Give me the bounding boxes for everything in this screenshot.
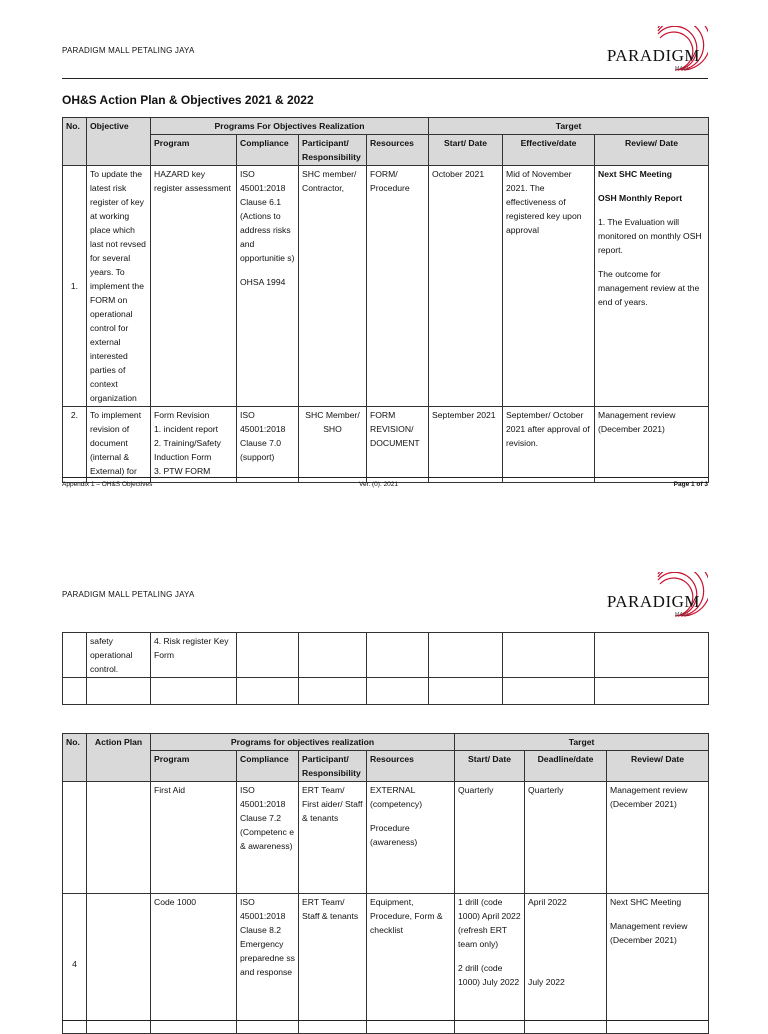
table-row xyxy=(63,782,709,894)
row-no: 2. xyxy=(63,407,87,483)
start-drill-1: 1 drill (code 1000) April 2022 (refresh ERT team only) xyxy=(458,897,521,949)
row-compliance: ISO 45001:2018 Clause 7.2 (Competenc e & awareness) xyxy=(237,782,299,894)
row-program: First Aid xyxy=(151,782,237,894)
row-no: 4 xyxy=(63,894,87,1034)
col-group-target: Target xyxy=(455,734,709,751)
logo-sub: MALL xyxy=(674,66,690,72)
col-group-target: Target xyxy=(429,118,709,135)
page-header xyxy=(62,30,708,80)
row-program: Code 1000 xyxy=(151,894,237,1034)
bottom-rule xyxy=(62,1020,708,1021)
row-review: Management review (December 2021) xyxy=(595,407,709,483)
site-name: PARADIGM MALL PETALING JAYA xyxy=(62,46,195,55)
row-deadline xyxy=(525,894,607,1034)
row-effective: Mid of November 2021. The effectiveness of registered key upon approval xyxy=(503,166,595,407)
col-participant: Participant/ Responsibility xyxy=(299,751,367,782)
row-program xyxy=(151,407,237,483)
row-objective: To implement revision of document (internal & External) for xyxy=(87,407,151,483)
col-group-programs: Programs for objectives realization xyxy=(151,734,455,751)
row-compliance: ISO 45001:2018 Clause 8.2 Emergency preparedne ss and response xyxy=(237,894,299,1034)
col-action-plan: Action Plan xyxy=(87,734,151,782)
row-start: Quarterly xyxy=(455,782,525,894)
row-review xyxy=(595,166,709,407)
table-row xyxy=(63,166,709,407)
deadline-1: April 2022 xyxy=(528,897,567,907)
row-effective: September/ October 2021 after approval of revision. xyxy=(503,407,595,483)
program-item: 3. PTW FORM xyxy=(154,466,211,476)
footer-rule xyxy=(62,477,708,478)
program-title: Form Revision xyxy=(154,410,210,420)
row-objective: safety operational control. xyxy=(87,633,151,678)
row-participant: ERT Team/ First aider/ Staff & tenants xyxy=(299,782,367,894)
row-no: 1. xyxy=(63,166,87,407)
row-compliance xyxy=(237,166,299,407)
footer-center: Ver. (0). 2021 xyxy=(359,481,399,488)
row-review xyxy=(607,894,709,1034)
program-item: 1. incident report xyxy=(154,424,219,434)
table-row xyxy=(63,633,709,678)
row-start: October 2021 xyxy=(429,166,503,407)
page-title: OH&S Action Plan & Objectives 2021 & 2022 xyxy=(62,93,314,107)
objectives-table xyxy=(62,117,709,483)
col-group-programs: Programs For Objectives Realization xyxy=(151,118,429,135)
resource-procedure: Procedure (awareness) xyxy=(370,823,418,847)
review-osh: OSH Monthly Report xyxy=(598,193,683,203)
review-outcome: The outcome for management review at the end of years. xyxy=(598,269,700,307)
paradigm-logo xyxy=(606,572,708,634)
col-start: Start/ Date xyxy=(429,135,503,166)
table-row xyxy=(63,894,709,1034)
col-review: Review/ Date xyxy=(595,135,709,166)
col-participant: Participant/ Responsibility xyxy=(299,135,367,166)
logo-word: PARADIGM xyxy=(606,46,700,65)
logo-word: PARADIGM xyxy=(606,592,700,611)
review-shc: Next SHC Meeting xyxy=(610,897,682,907)
deadline-2: July 2022 xyxy=(528,977,565,987)
row-participant: ERT Team/ Staff & tenants xyxy=(299,894,367,1034)
review-evaluation: 1. The Evaluation will monitored on monthly OSH report. xyxy=(598,217,702,255)
col-program: Program xyxy=(151,135,237,166)
footer-left: Appendix 1 – OH&S Objectives xyxy=(62,481,153,488)
row-program: HAZARD key register assessment xyxy=(151,166,237,407)
col-resources: Resources xyxy=(367,751,455,782)
col-program: Program xyxy=(151,751,237,782)
col-compliance: Compliance xyxy=(237,135,299,166)
col-objective: Objective xyxy=(87,118,151,166)
logo-sub: MALL xyxy=(674,612,690,618)
col-deadline: Deadline/date xyxy=(525,751,607,782)
resource-external: EXTERNAL (competency) xyxy=(370,785,423,809)
site-name: PARADIGM MALL PETALING JAYA xyxy=(62,590,195,599)
page-header xyxy=(62,576,708,626)
row-deadline: Quarterly xyxy=(525,782,607,894)
row-resources: FORM REVISION/ DOCUMENT xyxy=(367,407,429,483)
continuation-table xyxy=(62,632,709,705)
row-review: Management review (December 2021) xyxy=(607,782,709,894)
row-participant: SHC member/ Contractor, xyxy=(299,166,367,407)
row-compliance: ISO 45001:2018 Clause 7.0 (support) xyxy=(237,407,299,483)
compliance-ohsa: OHSA 1994 xyxy=(240,277,286,287)
header-rule xyxy=(62,78,708,79)
row-participant: SHC Member/ SHO xyxy=(299,407,367,483)
table-row xyxy=(63,678,709,705)
col-no: No. xyxy=(63,118,87,166)
row-resources: FORM/ Procedure xyxy=(367,166,429,407)
table-row xyxy=(63,407,709,483)
col-effective: Effective/date xyxy=(503,135,595,166)
row-resources xyxy=(367,782,455,894)
action-plan-table xyxy=(62,733,709,1034)
row-program: 4. Risk register Key Form xyxy=(151,633,237,678)
row-objective: To update the latest risk register of key at working place which last not revsed for several years. To implement the FORM on operational control for external interested parties of context organization xyxy=(87,166,151,407)
row-resources: Equipment, Procedure, Form & checklist xyxy=(367,894,455,1034)
col-no: No. xyxy=(63,734,87,782)
col-start: Start/ Date xyxy=(455,751,525,782)
review-shc: Next SHC Meeting xyxy=(598,169,673,179)
row-start: September 2021 xyxy=(429,407,503,483)
row-start xyxy=(455,894,525,1034)
col-resources: Resources xyxy=(367,135,429,166)
col-review: Review/ Date xyxy=(607,751,709,782)
start-drill-2: 2 drill (code 1000) July 2022 xyxy=(458,963,520,987)
program-item: 2. Training/Safety Induction Form xyxy=(154,438,221,462)
footer-right: Page 1 of 3 xyxy=(673,481,708,488)
review-management: Management review (December 2021) xyxy=(610,921,688,945)
compliance-iso: ISO 45001:2018 Clause 6.1 (Actions to address risks and opportunitie s) xyxy=(240,169,295,263)
col-compliance: Compliance xyxy=(237,751,299,782)
